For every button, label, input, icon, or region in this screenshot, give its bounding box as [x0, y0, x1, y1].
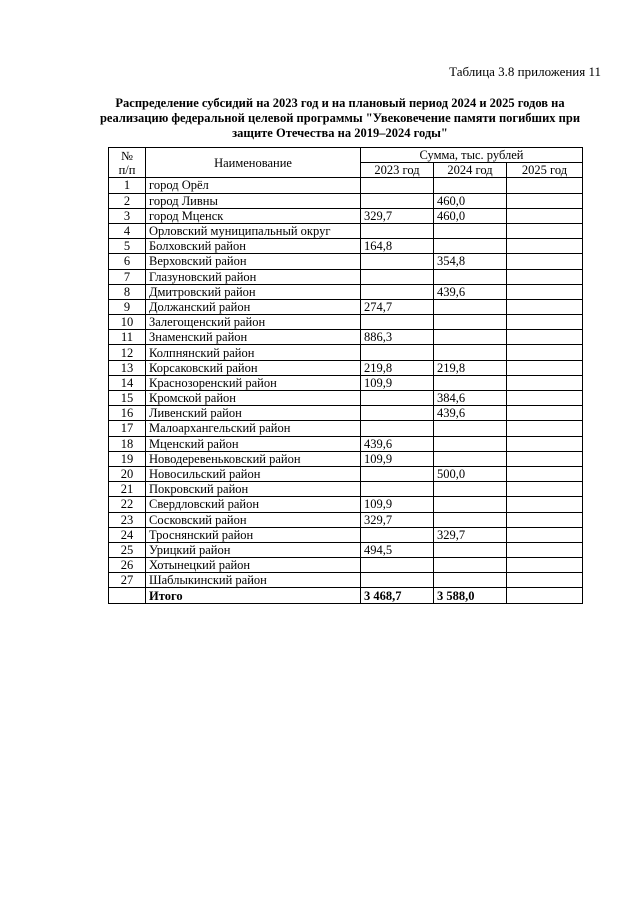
row-value-2025 [507, 299, 583, 314]
table-row [109, 284, 583, 299]
row-value-2025 [507, 178, 583, 193]
row-number: 15 [109, 391, 146, 406]
row-number: 26 [109, 558, 146, 573]
table-row [109, 497, 583, 512]
row-value-2023 [361, 573, 434, 588]
row-value-2025 [507, 284, 583, 299]
row-value-2025 [507, 497, 583, 512]
annex-label: Таблица 3.8 приложения 11 [449, 64, 601, 79]
table-row [109, 208, 583, 223]
row-value-2025 [507, 375, 583, 390]
row-value-2024: 354,8 [434, 254, 507, 269]
table-row [109, 254, 583, 269]
total-label: Итого [146, 588, 361, 603]
row-value-2024: 439,6 [434, 284, 507, 299]
row-value-2024 [434, 451, 507, 466]
row-number: 13 [109, 360, 146, 375]
row-number: 27 [109, 573, 146, 588]
row-value-2025 [507, 482, 583, 497]
header-2023: 2023 год [361, 163, 434, 178]
row-value-2024 [434, 573, 507, 588]
table-row [109, 299, 583, 314]
document-title [90, 96, 590, 141]
row-value-2023 [361, 193, 434, 208]
table-row [109, 482, 583, 497]
row-name: Ливенский район [146, 406, 361, 421]
row-value-2024 [434, 223, 507, 238]
row-name: Урицкий район [146, 542, 361, 557]
header-2025: 2025 год [507, 163, 583, 178]
row-name: Залегощенский район [146, 315, 361, 330]
row-value-2024 [434, 299, 507, 314]
total-row [109, 588, 583, 603]
row-value-2025 [507, 558, 583, 573]
table-row [109, 375, 583, 390]
row-value-2024: 384,6 [434, 391, 507, 406]
row-value-2025 [507, 345, 583, 360]
header-2024: 2024 год [434, 163, 507, 178]
table-body [109, 178, 583, 588]
row-value-2023 [361, 315, 434, 330]
row-value-2023 [361, 254, 434, 269]
row-name: Покровский район [146, 482, 361, 497]
row-value-2025 [507, 360, 583, 375]
title-line-1: Распределение субсидий на 2023 год и на плановый период 2024 и 2025 годов на [115, 96, 565, 110]
table-row [109, 330, 583, 345]
row-number: 16 [109, 406, 146, 421]
row-value-2024 [434, 330, 507, 345]
row-name: Дмитровский район [146, 284, 361, 299]
table-row [109, 421, 583, 436]
subsidy-table [108, 147, 583, 604]
row-number: 25 [109, 542, 146, 557]
row-name: Глазуновский район [146, 269, 361, 284]
total-2024: 3 588,0 [434, 588, 507, 603]
row-value-2024: 500,0 [434, 466, 507, 481]
row-value-2024 [434, 345, 507, 360]
table-row [109, 558, 583, 573]
row-name: город Ливны [146, 193, 361, 208]
row-value-2024: 460,0 [434, 193, 507, 208]
row-name: Малоархангельский район [146, 421, 361, 436]
row-name: Сосковский район [146, 512, 361, 527]
row-name: Орловский муниципальный округ [146, 223, 361, 238]
row-number: 14 [109, 375, 146, 390]
row-value-2024: 439,6 [434, 406, 507, 421]
table-row [109, 345, 583, 360]
row-number: 6 [109, 254, 146, 269]
row-number: 20 [109, 466, 146, 481]
row-name: Краснозоренский район [146, 375, 361, 390]
row-value-2024 [434, 239, 507, 254]
row-number: 17 [109, 421, 146, 436]
table-row [109, 193, 583, 208]
row-value-2023 [361, 178, 434, 193]
row-value-2023: 494,5 [361, 542, 434, 557]
row-name: Колпнянский район [146, 345, 361, 360]
row-value-2024 [434, 482, 507, 497]
table-row [109, 360, 583, 375]
row-name: Троснянский район [146, 527, 361, 542]
row-value-2024 [434, 269, 507, 284]
row-value-2023: 886,3 [361, 330, 434, 345]
table-row [109, 269, 583, 284]
row-name: Шаблыкинский район [146, 573, 361, 588]
row-value-2024 [434, 497, 507, 512]
row-value-2023 [361, 482, 434, 497]
row-value-2023 [361, 406, 434, 421]
row-number: 2 [109, 193, 146, 208]
header-number [109, 148, 146, 178]
row-value-2025 [507, 208, 583, 223]
row-value-2023 [361, 391, 434, 406]
row-name: Корсаковский район [146, 360, 361, 375]
row-value-2025 [507, 254, 583, 269]
row-value-2023 [361, 466, 434, 481]
header-number-line2: п/п [118, 162, 136, 177]
row-value-2024 [434, 512, 507, 527]
row-value-2023: 109,9 [361, 451, 434, 466]
table-row [109, 573, 583, 588]
row-value-2023: 329,7 [361, 208, 434, 223]
row-value-2025 [507, 239, 583, 254]
row-value-2024 [434, 178, 507, 193]
row-value-2024: 460,0 [434, 208, 507, 223]
row-value-2025 [507, 223, 583, 238]
row-value-2024 [434, 375, 507, 390]
row-value-2023: 109,9 [361, 497, 434, 512]
row-name: Кромской район [146, 391, 361, 406]
row-value-2023 [361, 421, 434, 436]
row-number: 11 [109, 330, 146, 345]
row-number: 1 [109, 178, 146, 193]
row-value-2025 [507, 315, 583, 330]
row-value-2023: 164,8 [361, 239, 434, 254]
row-number: 21 [109, 482, 146, 497]
row-number: 18 [109, 436, 146, 451]
table-row [109, 315, 583, 330]
row-value-2024: 219,8 [434, 360, 507, 375]
row-name: Хотынецкий район [146, 558, 361, 573]
row-number: 12 [109, 345, 146, 360]
row-value-2023 [361, 527, 434, 542]
row-name: Болховский район [146, 239, 361, 254]
row-value-2023 [361, 284, 434, 299]
table-row [109, 239, 583, 254]
row-value-2023: 274,7 [361, 299, 434, 314]
row-value-2023 [361, 223, 434, 238]
total-2023: 3 468,7 [361, 588, 434, 603]
table-row [109, 223, 583, 238]
table-row [109, 542, 583, 557]
title-line-2: реализацию федеральной целевой программы "Увековечение памяти погибших при [99, 111, 581, 125]
header-name: Наименование [146, 148, 361, 178]
row-value-2025 [507, 542, 583, 557]
row-value-2025 [507, 391, 583, 406]
row-value-2023: 329,7 [361, 512, 434, 527]
row-value-2024 [434, 421, 507, 436]
row-number: 3 [109, 208, 146, 223]
row-value-2023 [361, 269, 434, 284]
row-name: Верховский район [146, 254, 361, 269]
table-row [109, 512, 583, 527]
row-value-2025 [507, 466, 583, 481]
row-name: Новодеревеньковский район [146, 451, 361, 466]
row-number: 8 [109, 284, 146, 299]
row-number: 9 [109, 299, 146, 314]
row-value-2023: 219,8 [361, 360, 434, 375]
row-name: Свердловский район [146, 497, 361, 512]
table-row [109, 391, 583, 406]
row-value-2025 [507, 573, 583, 588]
row-value-2025 [507, 451, 583, 466]
table-row [109, 178, 583, 193]
row-value-2023 [361, 345, 434, 360]
row-value-2023 [361, 558, 434, 573]
row-number: 19 [109, 451, 146, 466]
row-number: 24 [109, 527, 146, 542]
row-name: Должанский район [146, 299, 361, 314]
row-name: Мценский район [146, 436, 361, 451]
row-value-2024 [434, 558, 507, 573]
row-value-2024 [434, 315, 507, 330]
row-value-2025 [507, 512, 583, 527]
table-row [109, 466, 583, 481]
header-number-line1: № [121, 148, 133, 163]
header-sum: Сумма, тыс. рублей [361, 148, 583, 163]
row-value-2024 [434, 542, 507, 557]
row-name: Знаменский район [146, 330, 361, 345]
row-value-2024 [434, 436, 507, 451]
row-value-2024: 329,7 [434, 527, 507, 542]
row-value-2025 [507, 406, 583, 421]
row-value-2025 [507, 527, 583, 542]
total-number-cell [109, 588, 146, 603]
row-name: город Мценск [146, 208, 361, 223]
row-value-2025 [507, 193, 583, 208]
row-number: 10 [109, 315, 146, 330]
row-name: город Орёл [146, 178, 361, 193]
row-value-2023: 439,6 [361, 436, 434, 451]
row-name: Новосильский район [146, 466, 361, 481]
row-value-2023: 109,9 [361, 375, 434, 390]
table-row [109, 406, 583, 421]
row-number: 7 [109, 269, 146, 284]
table-row [109, 451, 583, 466]
row-number: 23 [109, 512, 146, 527]
table-row [109, 436, 583, 451]
row-number: 4 [109, 223, 146, 238]
row-value-2025 [507, 269, 583, 284]
row-value-2025 [507, 436, 583, 451]
row-number: 22 [109, 497, 146, 512]
row-value-2025 [507, 330, 583, 345]
title-line-3: защите Отечества на 2019–2024 годы" [232, 126, 448, 140]
total-2025 [507, 588, 583, 603]
row-value-2025 [507, 421, 583, 436]
row-number: 5 [109, 239, 146, 254]
table-row [109, 527, 583, 542]
